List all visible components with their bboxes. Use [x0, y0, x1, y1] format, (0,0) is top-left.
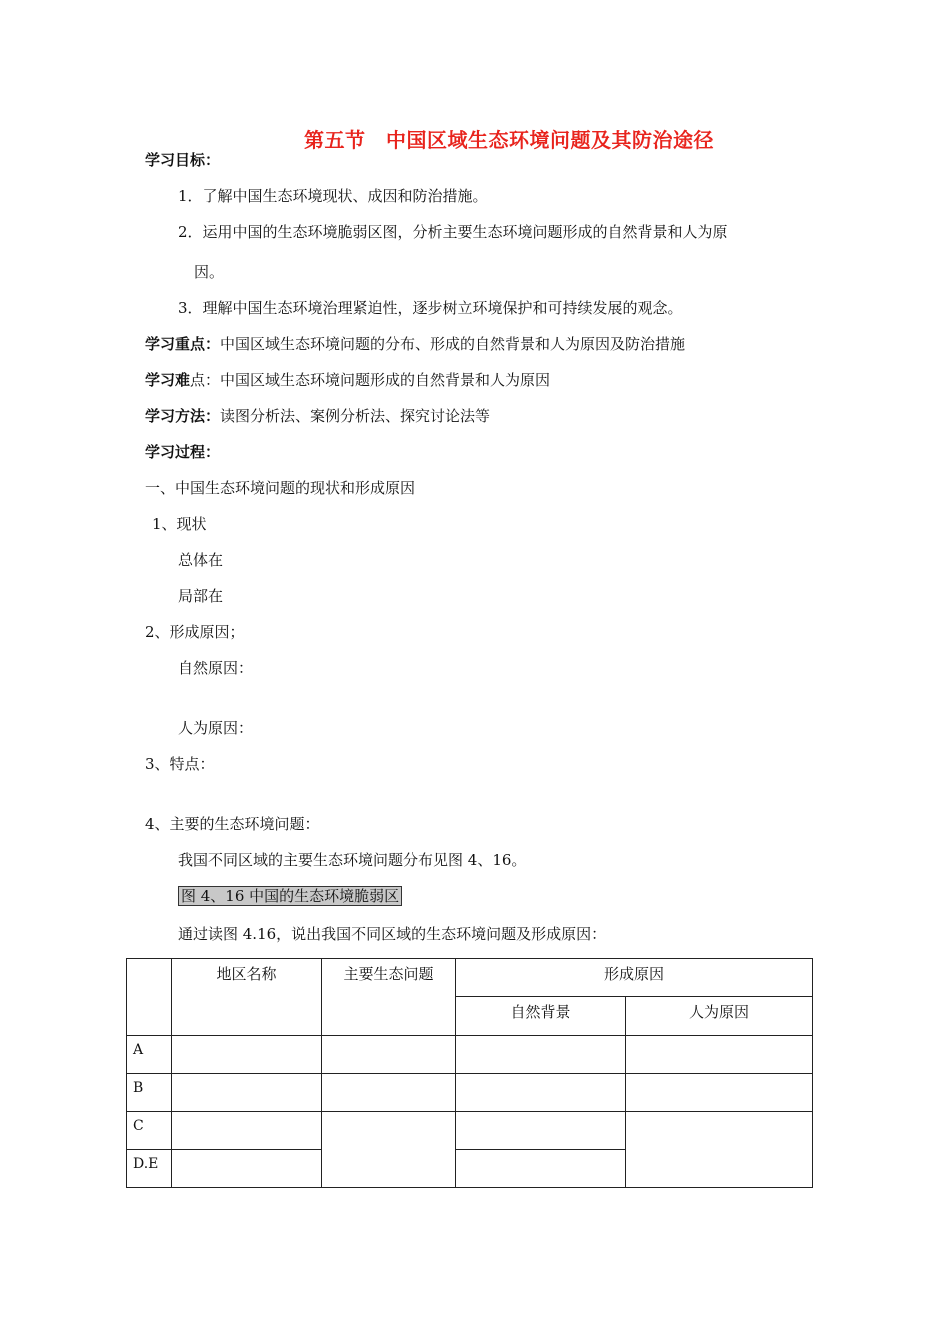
- table-cell: [322, 1036, 456, 1074]
- page-title: 第五节 中国区域生态环境问题及其防治途径: [304, 128, 714, 152]
- table-cell: [172, 1150, 322, 1188]
- method-label: 学习方法：: [145, 407, 221, 425]
- item-4: 4、主要的生态环境问题：: [145, 815, 320, 833]
- table-cell: [172, 1036, 322, 1074]
- figure-caption-box: 图 4、16 中国的生态环境脆弱区: [178, 886, 402, 906]
- table-cell-merged: [322, 1112, 456, 1188]
- item-2-human: 人为原因：: [178, 719, 254, 737]
- row-label-b: B: [127, 1074, 172, 1112]
- row-label-a: A: [127, 1036, 172, 1074]
- key-point: [145, 334, 685, 354]
- header-human: 人为原因: [626, 997, 813, 1036]
- table-cell: [456, 1112, 626, 1150]
- key-point-text: 中国区域生态环境问题的分布、形成的自然背景和人为原因及防治措施: [220, 335, 686, 353]
- item-2-natural: 自然原因：: [178, 659, 254, 677]
- item-1-local: 局部在: [178, 587, 224, 605]
- process-label: 学习过程：: [145, 443, 221, 461]
- read-prompt: 通过读图 4.16，说出我国不同区域的生态环境问题及形成原因：: [178, 925, 607, 943]
- goals-label: 学习目标：: [145, 151, 221, 169]
- difficulty-label: 学习难: [145, 371, 191, 389]
- table-cell: [172, 1112, 322, 1150]
- key-point-label: 学习重点：: [145, 335, 221, 353]
- method: [145, 406, 490, 426]
- header-cause: 形成原因: [456, 959, 813, 997]
- goal-2-cont: 因。: [194, 263, 225, 281]
- header-region: 地区名称: [172, 959, 322, 1036]
- table-cell-merged: [626, 1112, 813, 1188]
- difficulty-label-rest: 点：: [190, 371, 221, 389]
- item-1: 1、现状: [152, 515, 207, 533]
- header-natural: 自然背景: [456, 997, 626, 1036]
- table-cell: [456, 1036, 626, 1074]
- table-cell: [322, 1074, 456, 1112]
- method-text: 读图分析法、案例分析法、探究讨论法等: [220, 407, 491, 425]
- header-problem: 主要生态问题: [322, 959, 456, 1036]
- goal-3: 3．理解中国生态环境治理紧迫性，逐步树立环境保护和可持续发展的观念。: [178, 299, 683, 317]
- row-label-c: C: [127, 1112, 172, 1150]
- section-heading: 一、中国生态环境问题的现状和形成原因: [145, 479, 416, 497]
- item-4-text: 我国不同区域的主要生态环境问题分布见图 4、16。: [178, 851, 527, 869]
- item-3: 3、特点：: [145, 755, 215, 773]
- table-cell: [626, 1036, 813, 1074]
- difficulty-text: 中国区域生态环境问题形成的自然背景和人为原因: [220, 371, 551, 389]
- item-1-overall: 总体在: [178, 551, 224, 569]
- table-cell: [626, 1074, 813, 1112]
- item-2: 2、形成原因；: [145, 623, 245, 641]
- goal-1: 1．了解中国生态环境现状、成因和防治措施。: [178, 187, 488, 205]
- table-cell: [456, 1074, 626, 1112]
- header-blank-cell: [127, 959, 172, 1036]
- table-cell: [172, 1074, 322, 1112]
- difficulty: [145, 370, 550, 390]
- row-label-de: D.E: [127, 1150, 172, 1188]
- table-cell: [456, 1150, 626, 1188]
- analysis-table: [126, 958, 813, 1188]
- figure-caption: [178, 886, 402, 906]
- goal-2: 2．运用中国的生态环境脆弱区图，分析主要生态环境问题形成的自然背景和人为原: [178, 223, 728, 241]
